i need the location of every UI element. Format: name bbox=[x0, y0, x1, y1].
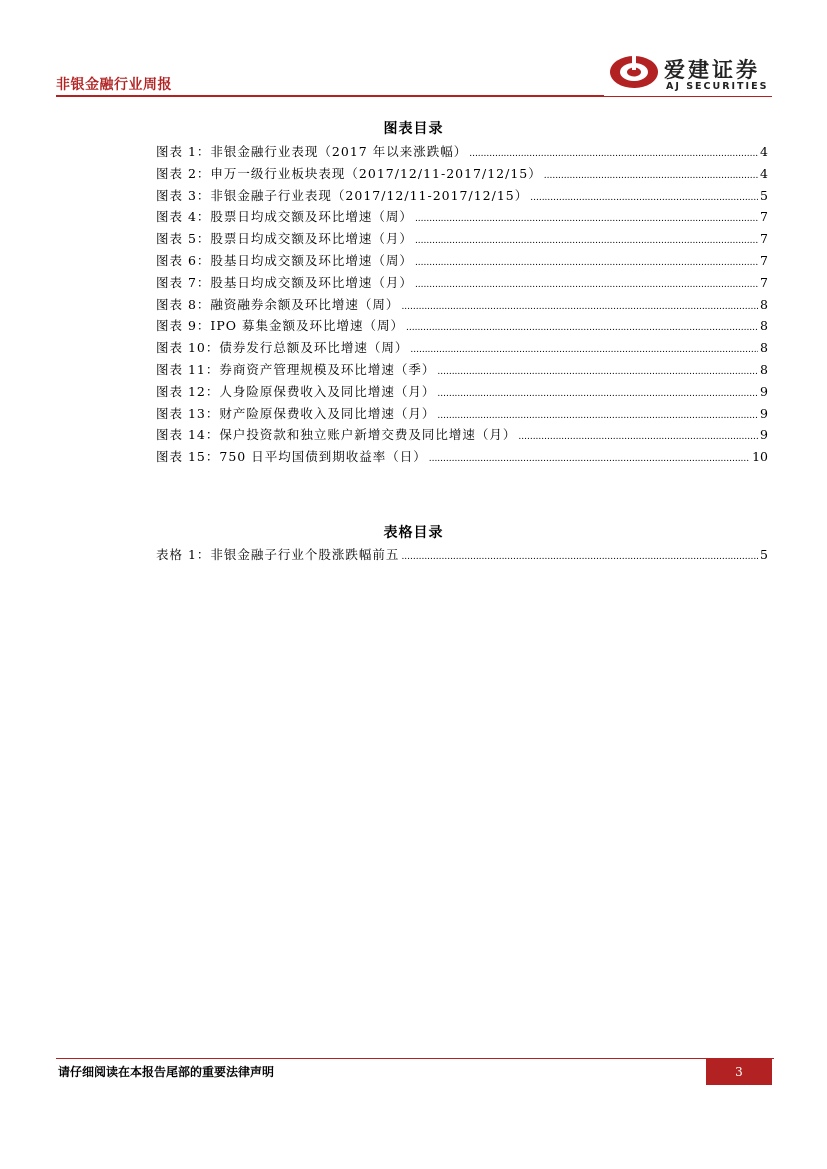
toc-entry[interactable] bbox=[156, 382, 768, 404]
toc-leader-dots bbox=[429, 454, 750, 464]
toc-entry-text: 图表 9：IPO 募集金额及环比增速（周） bbox=[156, 318, 404, 334]
toc-entry-text: 图表 4：股票日均成交额及环比增速（周） bbox=[156, 209, 413, 225]
toc-entry-text: 图表 1：非银金融行业表现（2017 年以来涨跌幅） bbox=[156, 144, 468, 159]
header-divider bbox=[56, 95, 604, 97]
toc-entry[interactable] bbox=[156, 447, 768, 469]
toc-entry-page: 5 bbox=[760, 187, 768, 203]
toc-leader-dots bbox=[530, 193, 758, 203]
toc-leader-dots bbox=[415, 280, 758, 290]
toc-entry-page: 7 bbox=[760, 252, 768, 268]
toc-entry-page: 9 bbox=[760, 383, 768, 399]
toc-entry-text: 图表 7：股基日均成交额及环比增速（月） bbox=[156, 274, 413, 290]
toc-entry[interactable] bbox=[156, 186, 768, 208]
page-number: 3 bbox=[706, 1058, 772, 1085]
toc-entry[interactable] bbox=[156, 142, 768, 164]
toc-entry-page: 9 bbox=[760, 427, 768, 443]
toc-leader-dots bbox=[415, 236, 758, 246]
toc-leader-dots bbox=[518, 432, 758, 442]
toc-entry[interactable] bbox=[156, 295, 768, 317]
figure-toc-heading: 图表目录 bbox=[383, 121, 444, 137]
toc-leader-dots bbox=[410, 345, 758, 355]
toc-leader-dots bbox=[415, 258, 758, 268]
company-logo-icon bbox=[608, 54, 660, 90]
toc-entry[interactable] bbox=[156, 316, 768, 338]
toc-leader-dots bbox=[544, 171, 758, 181]
legal-disclaimer: 请仔细阅读在本报告尾部的重要法律声明 bbox=[58, 1065, 275, 1079]
figure-toc-list bbox=[156, 142, 768, 469]
report-title: 非银金融行业周报 bbox=[56, 77, 172, 93]
toc-entry-page: 4 bbox=[760, 165, 768, 181]
toc-entry[interactable] bbox=[156, 273, 768, 295]
toc-entry-page: 8 bbox=[760, 361, 768, 377]
toc-entry[interactable] bbox=[156, 404, 768, 426]
logo-chinese-name: 爱建证券 bbox=[664, 57, 760, 82]
toc-entry-page: 7 bbox=[760, 231, 768, 247]
toc-entry-page: 9 bbox=[760, 405, 768, 421]
toc-leader-dots bbox=[401, 552, 758, 562]
toc-entry[interactable] bbox=[156, 545, 768, 567]
toc-entry-text: 图表 11：券商资产管理规模及环比增速（季） bbox=[156, 361, 436, 377]
toc-entry[interactable] bbox=[156, 251, 768, 273]
toc-entry-text: 图表 15：750 日平均国债到期收益率（日） bbox=[156, 449, 427, 465]
toc-entry[interactable] bbox=[156, 425, 768, 447]
toc-entry-text: 图表 5：股票日均成交额及环比增速（月） bbox=[156, 231, 413, 247]
toc-entry-page: 7 bbox=[760, 209, 768, 225]
toc-leader-dots bbox=[469, 149, 758, 159]
toc-entry-text: 图表 10：债券发行总额及环比增速（周） bbox=[156, 340, 409, 356]
toc-entry-text: 图表 6：股基日均成交额及环比增速（周） bbox=[156, 252, 413, 268]
toc-entry-page: 4 bbox=[760, 144, 768, 159]
footer-divider bbox=[56, 1058, 774, 1059]
toc-entry-page: 5 bbox=[760, 547, 768, 562]
toc-leader-dots bbox=[415, 214, 758, 224]
toc-entry-text: 图表 12：人身险原保费收入及同比增速（月） bbox=[156, 383, 436, 399]
toc-leader-dots bbox=[437, 367, 758, 377]
table-toc-heading: 表格目录 bbox=[383, 525, 444, 541]
toc-entry-text: 图表 2：申万一级行业板块表现（2017/12/11-2017/12/15） bbox=[156, 165, 542, 181]
toc-entry-text: 图表 3：非银金融子行业表现（2017/12/11-2017/12/15） bbox=[156, 187, 529, 203]
toc-entry[interactable] bbox=[156, 207, 768, 229]
header-divider-thin bbox=[604, 96, 772, 97]
toc-entry-text: 表格 1：非银金融子行业个股涨跌幅前五 bbox=[156, 547, 400, 562]
company-logo bbox=[608, 50, 773, 94]
toc-leader-dots bbox=[437, 389, 758, 399]
toc-entry-page: 7 bbox=[760, 274, 768, 290]
toc-entry-page: 8 bbox=[760, 318, 768, 334]
toc-entry-text: 图表 8：融资融券余额及环比增速（周） bbox=[156, 296, 400, 312]
toc-entry[interactable] bbox=[156, 164, 768, 186]
table-toc-list bbox=[156, 545, 768, 567]
toc-entry-page: 8 bbox=[760, 340, 768, 356]
toc-entry[interactable] bbox=[156, 360, 768, 382]
toc-entry[interactable] bbox=[156, 229, 768, 251]
toc-entry-text: 图表 14：保户投资款和独立账户新增交费及同比增速（月） bbox=[156, 427, 517, 443]
toc-entry-page: 8 bbox=[760, 296, 768, 312]
toc-leader-dots bbox=[401, 302, 758, 312]
toc-entry-text: 图表 13：财产险原保费收入及同比增速（月） bbox=[156, 405, 436, 421]
toc-entry-page: 10 bbox=[752, 449, 768, 465]
toc-leader-dots bbox=[437, 411, 758, 421]
toc-entry[interactable] bbox=[156, 338, 768, 360]
toc-leader-dots bbox=[406, 323, 758, 333]
logo-english-name: AJ SECURITIES bbox=[666, 81, 769, 92]
